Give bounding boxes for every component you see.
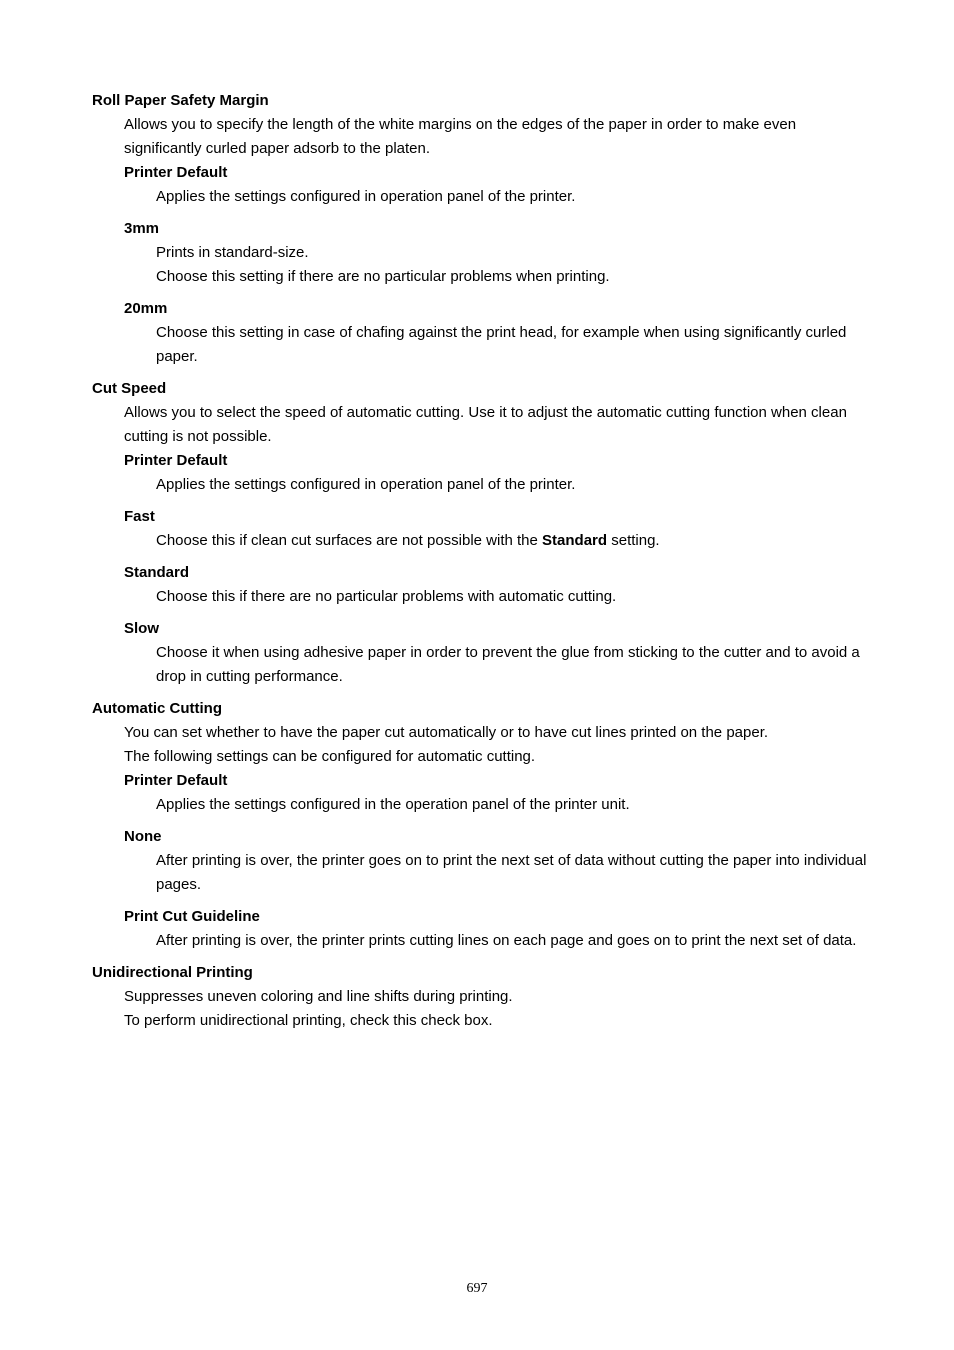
option-description: Choose this if there are no particular problems with automatic cutting. (156, 588, 617, 605)
section-cut-speed (92, 377, 872, 689)
section-description: Suppresses uneven coloring and line shifts during printing. (124, 988, 513, 1005)
option-label: Printer Default (124, 164, 228, 181)
page-number: 697 (466, 1281, 488, 1296)
section-description: Allows you to specify the length of the white margins on the edges of the paper in order to make even significantly curled paper adsorb to the platen. (124, 116, 797, 157)
document-page (92, 89, 872, 1033)
option-label: Printer Default (124, 772, 228, 789)
option-description: Applies the settings configured in operation panel of the printer. (156, 476, 576, 493)
section-description: Allows you to select the speed of automatic cutting. Use it to adjust the automatic cutting function when clean cutting is not possible. (124, 404, 847, 445)
section-title: Roll Paper Safety Margin (92, 92, 269, 109)
section-unidirectional-printing (92, 961, 872, 1033)
option-label: None (124, 828, 162, 845)
option-description: After printing is over, the printer goes on to print the next set of data without cutting the paper into individual pages. (156, 852, 867, 893)
section-description: To perform unidirectional printing, check this check box. (124, 1012, 493, 1029)
option-label: 20mm (124, 300, 168, 317)
text-run: setting. (607, 532, 660, 549)
option-description: Applies the settings configured in the operation panel of the printer unit. (156, 796, 630, 813)
option-label: Print Cut Guideline (124, 908, 260, 925)
option-description: Applies the settings configured in operation panel of the printer. (156, 188, 576, 205)
text-run: Choose this if clean cut surfaces are not possible with the (156, 532, 543, 549)
option-description: Prints in standard-size. (156, 244, 309, 261)
option-description: Choose it when using adhesive paper in order to prevent the glue from sticking to the cutter and to avoid a drop in cutting performance. (156, 644, 860, 685)
option-label: Fast (124, 508, 155, 525)
section-description: You can set whether to have the paper cut automatically or to have cut lines printed on the paper. (124, 724, 769, 741)
section-roll-paper-safety-margin (92, 89, 872, 369)
section-automatic-cutting (92, 697, 872, 953)
option-label: Standard (124, 564, 190, 581)
section-title: Unidirectional Printing (92, 964, 253, 981)
option-description: Choose this setting if there are no particular problems when printing. (156, 268, 610, 285)
section-title: Automatic Cutting (92, 700, 222, 717)
option-label: Printer Default (124, 452, 228, 469)
option-label: 3mm (124, 220, 160, 237)
option-description (156, 529, 872, 553)
option-description: Choose this setting in case of chafing against the print head, for example when using significantly curled paper. (156, 324, 847, 365)
option-label: Slow (124, 620, 160, 637)
section-title: Cut Speed (92, 380, 167, 397)
bold-term: Standard (542, 532, 608, 549)
option-description: After printing is over, the printer prints cutting lines on each page and goes on to print the next set of data. (156, 932, 857, 949)
section-description: The following settings can be configured for automatic cutting. (124, 748, 536, 765)
